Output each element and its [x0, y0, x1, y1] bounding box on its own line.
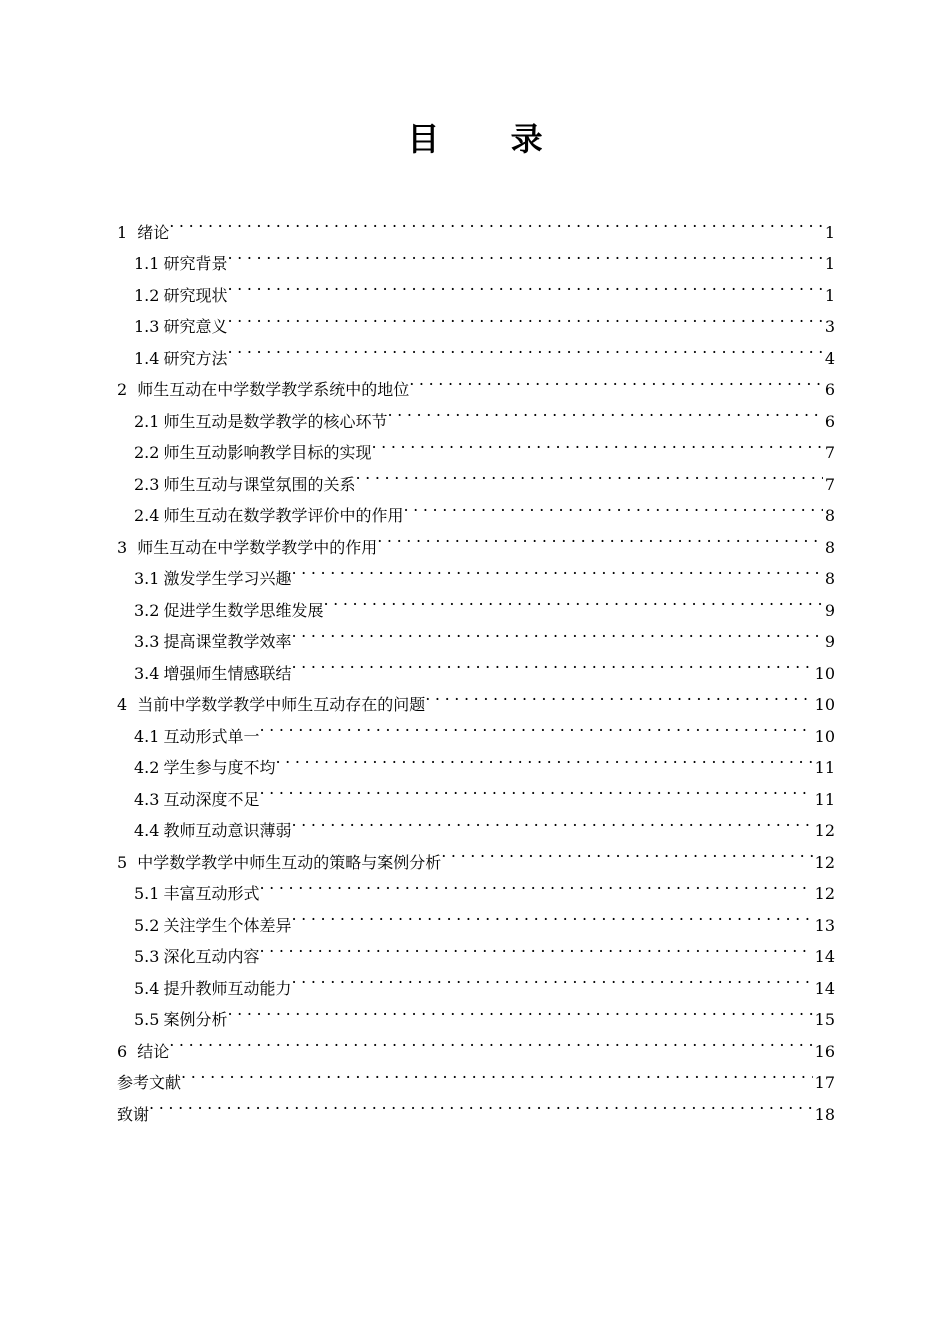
toc-entry-label — [134, 563, 291, 595]
toc-entry-number: 2 — [117, 380, 128, 399]
dot-leader — [259, 931, 812, 963]
toc-entry-title: 师生互动与课堂氛围的关系 — [163, 474, 356, 494]
dot-leader — [259, 773, 812, 805]
toc-entry-label — [134, 469, 355, 501]
toc-entry-page: 3 — [824, 317, 835, 336]
dot-leader — [291, 553, 822, 585]
dot-leader — [169, 1025, 812, 1057]
toc-entry-number: 5.5 — [134, 1010, 160, 1029]
toc-entry-number: 4.1 — [134, 726, 160, 746]
toc-entry-label — [117, 217, 169, 249]
dot-leader — [275, 742, 812, 774]
toc-entry-page: 10 — [814, 726, 835, 746]
toc-entry-number: 2.2 — [134, 443, 160, 462]
toc-entry-number: 4 — [117, 695, 128, 714]
dot-leader — [227, 301, 822, 333]
toc-entry-title: 师生互动在中学数学教学系统中的地位 — [137, 380, 410, 399]
toc-entry-page: 9 — [824, 600, 835, 620]
toc-entry-page: 1 — [824, 254, 835, 273]
toc-entry-number: 2.1 — [134, 411, 160, 431]
toc-entry-page: 8 — [824, 569, 835, 588]
toc-entry-page: 11 — [814, 789, 835, 809]
dot-leader — [387, 395, 822, 427]
toc-entry-number: 6 — [117, 1041, 128, 1061]
toc-entry-label — [134, 878, 259, 910]
toc-entry-number: 3.3 — [134, 632, 160, 651]
toc-entry[interactable] — [117, 238, 835, 273]
toc-entry-page: 7 — [824, 474, 835, 494]
toc-entry-title: 参考文献 — [117, 1073, 182, 1092]
toc-entry-label — [134, 500, 403, 532]
page-title: 目 录 — [407, 120, 573, 158]
toc-entry-label — [134, 406, 387, 438]
toc-entry-title: 案例分析 — [163, 1010, 228, 1029]
toc-entry-title: 研究方法 — [163, 348, 228, 368]
dot-leader — [441, 836, 812, 868]
dot-leader — [291, 899, 812, 931]
toc-entry-title: 互动深度不足 — [163, 789, 260, 809]
toc-entry-title: 致谢 — [117, 1104, 150, 1124]
toc-entry-label — [134, 626, 291, 658]
toc-entry-title: 学生参与度不均 — [163, 758, 276, 777]
toc-entry-label — [134, 311, 227, 343]
toc-entry-title: 研究意义 — [163, 317, 228, 336]
toc-entry-number: 1.2 — [134, 285, 160, 305]
toc-entry-number: 5.1 — [134, 884, 160, 903]
toc-entry-number: 1.3 — [134, 317, 160, 336]
toc-entry-number: 5.2 — [134, 915, 160, 935]
toc-entry-label — [134, 248, 227, 280]
toc-entry-page: 15 — [814, 1010, 835, 1029]
toc-entry-number: 3.1 — [134, 569, 160, 588]
toc-entry-page: 10 — [814, 695, 835, 714]
dot-leader — [355, 458, 822, 490]
toc-entry-label — [134, 721, 259, 753]
toc-entry-title: 师生互动在数学教学评价中的作用 — [163, 506, 404, 525]
toc-entry-page: 11 — [814, 758, 835, 777]
toc-entry-title: 提升教师互动能力 — [163, 978, 292, 998]
toc-entry[interactable] — [117, 1025, 835, 1061]
dot-leader — [259, 710, 812, 742]
toc-entry[interactable] — [117, 1088, 835, 1124]
toc-entry-number: 5.4 — [134, 978, 160, 998]
toc-entry-page: 6 — [824, 411, 835, 431]
dot-leader — [291, 805, 812, 837]
dot-leader — [181, 1057, 813, 1089]
toc-entry-label — [134, 784, 259, 816]
toc-entry-number: 5 — [117, 852, 128, 872]
toc-entry-number: 3 — [117, 537, 128, 557]
toc-entry-title: 师生互动是数学教学的核心环节 — [163, 411, 388, 431]
toc-entry-number: 3.2 — [134, 600, 160, 620]
toc-entry-page: 18 — [814, 1104, 835, 1124]
dot-leader — [227, 332, 822, 364]
toc-entry-label — [134, 658, 291, 690]
toc-entry-title: 当前中学数学教学中师生互动存在的问题 — [137, 695, 426, 714]
toc-entry-title: 教师互动意识薄弱 — [163, 821, 292, 840]
toc-entry-label — [134, 280, 227, 312]
toc-entry-page: 13 — [814, 915, 835, 935]
toc-entry-label — [117, 1099, 149, 1131]
toc-entry-page: 1 — [824, 285, 835, 305]
dot-leader — [149, 1088, 813, 1120]
dot-leader — [371, 427, 822, 459]
toc-entry-title: 深化互动内容 — [163, 947, 260, 966]
dot-leader — [403, 490, 822, 522]
toc-entry-title: 关注学生个体差异 — [163, 915, 292, 935]
toc-entry[interactable] — [117, 206, 835, 242]
toc-entry-page: 9 — [824, 632, 835, 651]
toc-entry-page: 14 — [814, 947, 835, 966]
toc-entry-label — [134, 437, 371, 469]
toc-entry-number: 3.4 — [134, 663, 160, 683]
toc-entry-title: 丰富互动形式 — [163, 884, 260, 903]
dot-leader — [227, 994, 812, 1026]
toc-entry-page: 10 — [814, 663, 835, 683]
toc-entry[interactable] — [117, 1057, 835, 1092]
toc-entry-number: 1.1 — [134, 254, 160, 273]
toc-entry-page: 7 — [824, 443, 835, 462]
toc-entry-title: 绪论 — [137, 222, 170, 242]
dot-leader — [291, 647, 812, 679]
toc-entry-title: 中学数学教学中师生互动的策略与案例分析 — [137, 852, 442, 872]
dot-leader — [377, 521, 823, 553]
toc-entry-title: 师生互动影响教学目标的实现 — [163, 443, 372, 462]
toc-entry-label — [134, 343, 227, 375]
dot-leader — [227, 238, 822, 270]
toc-entry-page: 4 — [824, 348, 835, 368]
dot-leader — [259, 868, 812, 900]
toc-entry-page: 12 — [814, 852, 835, 872]
table-of-contents — [117, 206, 835, 1124]
toc-entry-number: 1 — [117, 222, 128, 242]
toc-entry-number: 4.2 — [134, 758, 160, 777]
toc-entry-title: 增强师生情感联结 — [163, 663, 292, 683]
toc-entry-number: 4.4 — [134, 821, 160, 840]
toc-entry-title: 互动形式单一 — [163, 726, 260, 746]
dot-leader — [409, 364, 823, 396]
toc-entry-label — [117, 374, 409, 406]
toc-entry-page: 8 — [824, 537, 835, 557]
toc-entry-title: 结论 — [137, 1041, 170, 1061]
toc-entry-number: 2.3 — [134, 474, 160, 494]
toc-entry-page: 1 — [824, 222, 835, 242]
toc-entry-label — [134, 815, 291, 847]
toc-entry-label — [134, 941, 259, 973]
toc-entry-number: 5.3 — [134, 947, 160, 966]
toc-entry-title: 研究现状 — [163, 285, 228, 305]
dot-leader — [227, 269, 822, 301]
toc-entry-title: 提高课堂教学效率 — [163, 632, 292, 651]
dot-leader — [291, 962, 812, 994]
toc-entry-label — [134, 752, 275, 784]
toc-entry-page: 17 — [814, 1073, 835, 1092]
toc-entry-page: 8 — [824, 506, 835, 525]
toc-entry-label — [117, 1036, 169, 1068]
toc-entry-page: 14 — [814, 978, 835, 998]
toc-entry-number: 4.3 — [134, 789, 160, 809]
toc-entry-title: 激发学生学习兴趣 — [163, 569, 292, 588]
dot-leader — [169, 206, 823, 238]
toc-entry-title: 研究背景 — [163, 254, 228, 273]
toc-entry-title: 师生互动在中学数学教学中的作用 — [137, 537, 378, 557]
toc-entry-page: 12 — [814, 821, 835, 840]
dot-leader — [323, 584, 822, 616]
toc-entry-page: 12 — [814, 884, 835, 903]
toc-entry-page: 6 — [824, 380, 835, 399]
toc-entry-page: 16 — [814, 1041, 835, 1061]
toc-entry-title: 促进学生数学思维发展 — [163, 600, 324, 620]
toc-entry-number: 2.4 — [134, 506, 160, 525]
dot-leader — [291, 616, 822, 648]
dot-leader — [425, 679, 812, 711]
toc-entry-number: 1.4 — [134, 348, 160, 368]
